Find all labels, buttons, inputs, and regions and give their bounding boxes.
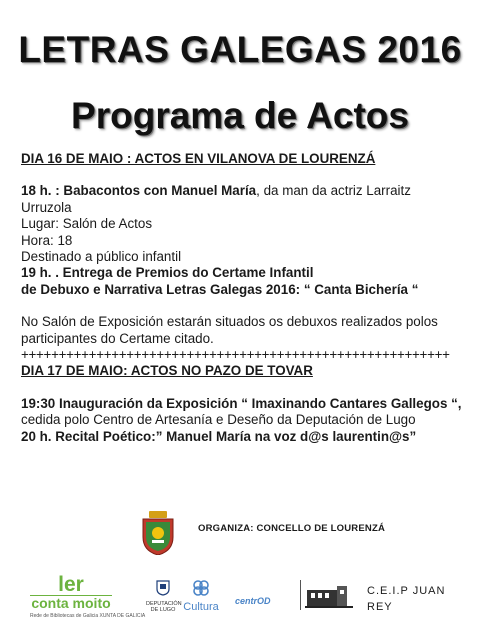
organiza-label: ORGANIZA: CONCELLO DE LOURENZÁ [198,523,386,534]
day17-event1: 19:30 Inauguración da Exposición “ Imaxinando Cantares Gallegos “, [21,395,462,411]
day16-event1 [21,183,471,199]
ler-foot-text: Rede de Bibliotecas de Galicia XUNTA DE GALICIA [30,613,146,619]
cultura-text: Cultura [183,601,219,613]
day17-heading: DIA 17 DE MAIO: ACTOS NO PAZO DE TOVAR [21,363,313,379]
poster-title: LETRAS GALEGAS 2016 [18,29,462,70]
ler-top-text: ler [58,573,84,596]
separator: +++++++++++++++++++++++++++++++++++++++++++++++++++++++++ [21,347,450,363]
footer-divider [300,580,301,610]
day16-event2-line2: de Debuxo e Narrativa Letras Galegas 2016: “ Canta Bichería “ [21,281,419,297]
day17-event2: 20 h. Recital Poético:” Manuel María na voz d@s laurentin@s” [21,428,417,444]
day16-audience: Destinado a público infantil [21,249,182,265]
centro-logo: centrOD [235,596,271,606]
programme-body [21,151,471,445]
cultura-flower-icon [192,580,210,596]
day16-heading: DIA 16 DE MAIO : ACTOS EN VILANOVA DE LOURENZÁ [21,151,376,166]
day16-note-line1: No Salón de Exposición estarán situados os debuxos realizados polos [21,314,438,330]
day17-event1-line2: cedida polo Centro de Artesanía e Deseño da Deputación de Lugo [21,412,416,428]
event1-time: 18 h. : [21,183,64,199]
deputacion-text: DEPUTACIÓN DE LUGO [146,601,182,613]
poster-subtitle: Programa de Actos [71,95,409,136]
deputacion-logo [146,580,180,613]
school-name [367,583,445,615]
day16-note-line2: participantes do Certame citado. [21,330,214,346]
school-name-line1: C.E.I.P JUAN [367,585,446,597]
event1-rest: , da man da actriz Larraitz [256,183,411,199]
pazo-tovar-building-icon [305,580,353,610]
ler-conta-moito-logo [30,573,146,619]
coat-of-arms-icon [140,511,176,555]
day16-hour: Hora: 18 [21,232,73,248]
day16-event1-line2: Urruzola [21,199,72,215]
school-name-line2: REY [367,601,393,613]
event1-title: Babacontos con Manuel María [63,183,257,199]
deputacion-shield-icon [156,580,170,596]
day16-event2-line1: 19 h. . Entrega de Premios do Certame Infantil [21,265,314,281]
day16-place: Lugar: Salón de Actos [21,216,153,232]
ler-bottom-text: conta moito [31,595,111,611]
cultura-logo [181,580,221,613]
